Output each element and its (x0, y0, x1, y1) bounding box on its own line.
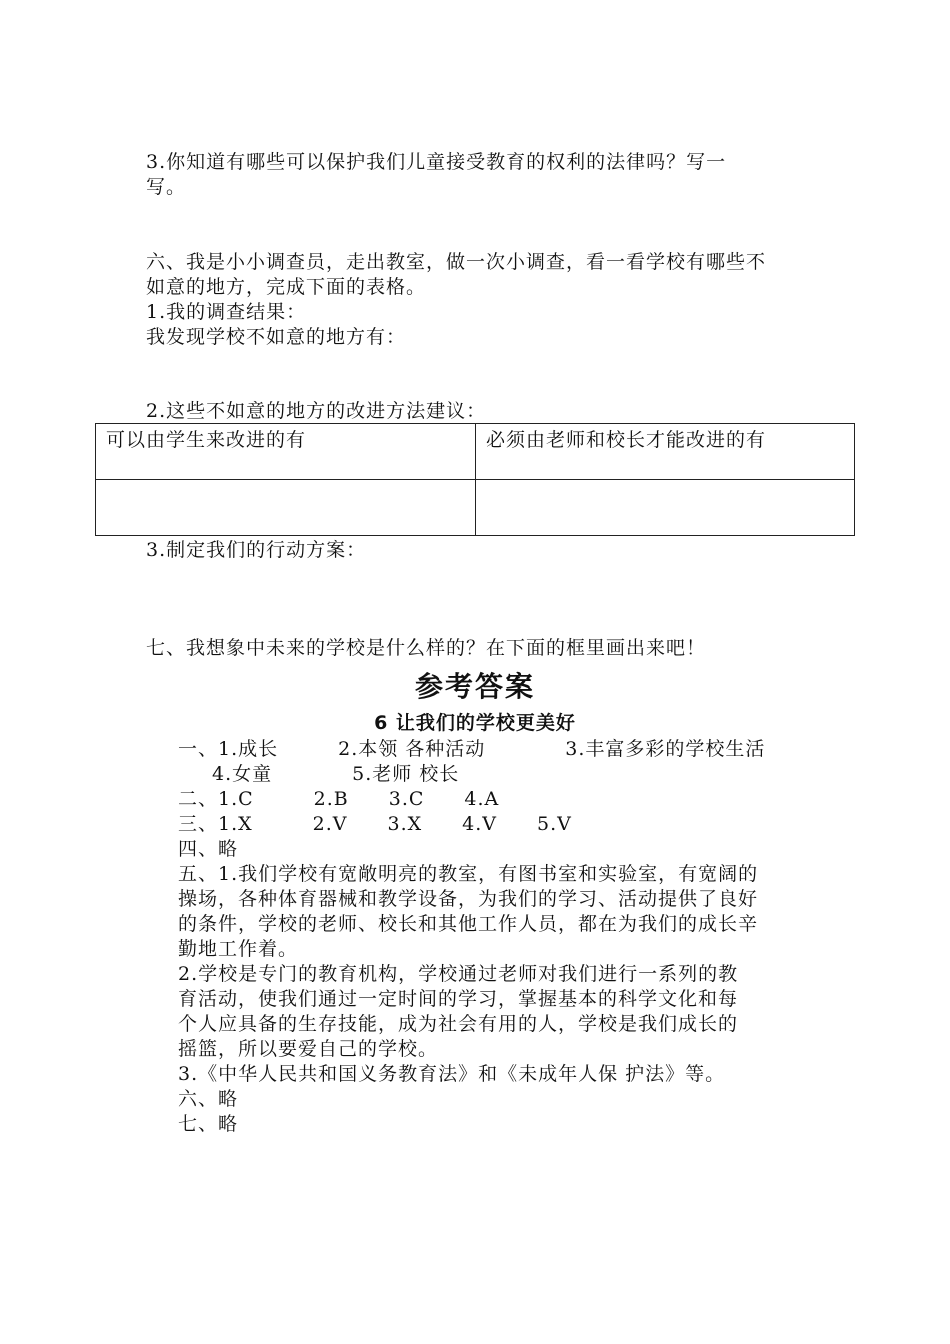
question-6-1-prompt: 我发现学校不如意的地方有： (146, 326, 407, 348)
answer-6: 六、略 (178, 1088, 239, 1110)
question-6-2: 2.这些不如意的地方的改进方法建议： (146, 400, 487, 422)
answer-2: 二、1.C 2.B 3.C 4.A (178, 788, 500, 810)
answer-5-2-line2: 育活动，使我们通过一定时间的学习，掌握基本的科学文化和每 (178, 988, 739, 1010)
question-6-line1: 六、我是小小调查员，走出教室，做一次小调查，看一看学校有哪些不 (146, 251, 767, 273)
table-header-student-label: 可以由学生来改进的有 (106, 429, 307, 451)
answers-subtitle: 6 让我们的学校更美好 (374, 712, 576, 734)
question-5-3-line2: 写。 (146, 176, 187, 198)
table-cell-student-answer[interactable] (96, 480, 476, 535)
question-6-3: 3.制定我们的行动方案： (146, 539, 367, 561)
question-5-3-line1: 3.你知道有哪些可以保护我们儿童接受教育的权利的法律吗？写一 (146, 151, 727, 173)
answer-3: 三、1.X 2.V 3.X 4.V 5.V (178, 813, 572, 835)
suggestion-table (95, 423, 855, 536)
answer-7: 七、略 (178, 1113, 239, 1135)
table-header-teacher-label: 必须由老师和校长才能改进的有 (486, 429, 767, 451)
table-header-teacher (476, 424, 854, 480)
question-6-1: 1.我的调查结果： (146, 301, 307, 323)
answer-5-1-line1: 五、1.我们学校有宽敞明亮的教室，有图书室和实验室，有宽阔的 (178, 863, 759, 885)
answers-title: 参考答案 (414, 670, 535, 703)
answer-5-1-line4: 勤地工作着。 (178, 938, 299, 960)
question-6-line2: 如意的地方，完成下面的表格。 (146, 276, 427, 298)
table-cell-teacher-answer[interactable] (476, 480, 854, 535)
answer-5-2-line1: 2.学校是专门的教育机构，学校通过老师对我们进行一系列的教 (178, 963, 739, 985)
answer-4: 四、略 (178, 838, 239, 860)
answer-1-line2: 4.女童 5.老师 校长 (212, 763, 460, 785)
question-7: 七、我想象中未来的学校是什么样的？在下面的框里画出来吧！ (146, 637, 707, 659)
answer-5-1-line3: 的条件，学校的老师、校长和其他工作人员，都在为我们的成长辛 (178, 913, 759, 935)
answer-5-3: 3.《中华人民共和国义务教育法》和《未成年人保 护法》等。 (178, 1063, 726, 1085)
table-header-student (96, 424, 476, 480)
answer-5-2-line4: 摇篮，所以要爱自己的学校。 (178, 1038, 439, 1060)
answer-5-2-line3: 个人应具备的生存技能，成为社会有用的人，学校是我们成长的 (178, 1013, 739, 1035)
answer-1-line1: 一、1.成长 2.本领 各种活动 3.丰富多彩的学校生活 (178, 738, 766, 760)
answer-5-1-line2: 操场，各种体育器械和教学设备，为我们的学习、活动提供了良好 (178, 888, 759, 910)
